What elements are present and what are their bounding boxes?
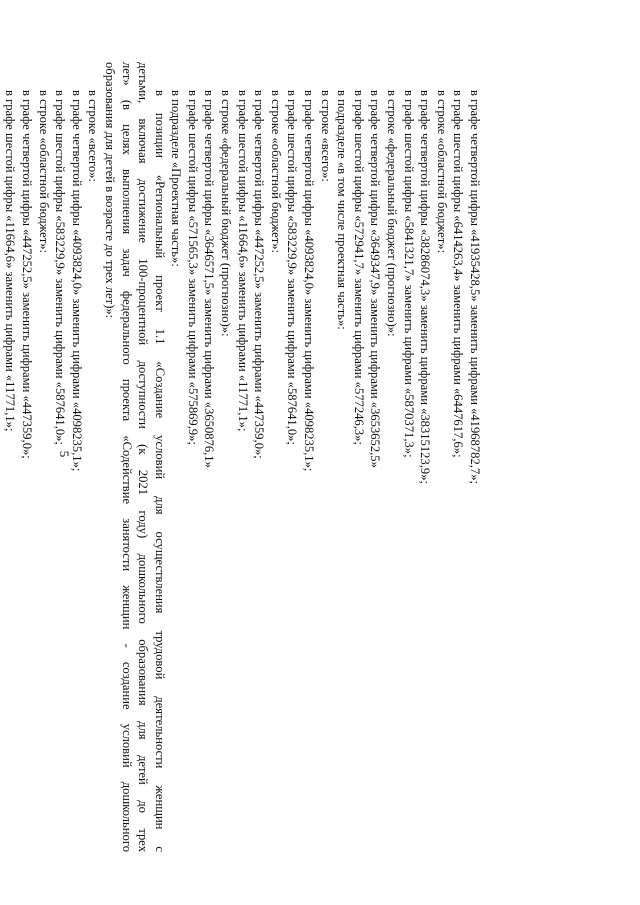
text-line: в графе шестой цифры «571565,3» заменить цифрами «575869,9»; xyxy=(185,90,200,445)
text-line: в графе четвертой цифры «447252,5» заменить цифрами «447359,0»; xyxy=(19,90,34,459)
text-line: в строке «федеральный бюджет (прогнозно)»: xyxy=(219,90,234,337)
text-line: в строке «всего»: xyxy=(86,90,101,182)
paragraph-line: лет» (в целях выполнения задач федерального проекта «Содействие занятости женщин - создание условий дошкольного xyxy=(119,62,134,852)
text-line: в строке «областной бюджет»: xyxy=(268,90,283,254)
text-line: в графе четвертой цифры «38286074,3» заменить цифрами «38315123,9»; xyxy=(418,90,433,484)
text-line: в подразделе «Проектная часть»: xyxy=(169,90,184,267)
text-line: в строке «федеральный бюджет (прогнозно)»: xyxy=(385,90,400,337)
text-line: в графе шестой цифры «5841321,7» заменить цифрами «5870371,3»; xyxy=(401,90,416,458)
paragraph-line: в позиции «Региональный проект 1.1 «Создание условий для осуществления трудовой деятельности женщин с xyxy=(152,90,167,852)
text-line: в графе четвертой цифры «3646571,5» заменить цифрами «3650876,1» xyxy=(202,90,217,468)
text-line: в графе шестой цифры «11664,6» заменить цифрами «11771,1»; xyxy=(235,90,250,432)
text-line: в графе шестой цифры «572941,7» заменить цифрами «577246,3»; xyxy=(351,90,366,445)
text-line: в графе четвертой цифры «41935428,5» заменить цифрами «41968782,7»; xyxy=(468,90,482,484)
text-line: в строке «всего»: xyxy=(318,90,333,182)
text-line: в графе четвертой цифры «3649347,9» заменить цифрами «3653652,5» xyxy=(368,90,383,468)
text-line: в строке «областной бюджет»: xyxy=(434,90,449,254)
text-line: в графе четвертой цифры «447252,5» заменить цифрами «447359,0»; xyxy=(252,90,267,459)
text-line: в подразделе «в том числе проектная часть»: xyxy=(335,90,350,330)
text-line: в строке «областной бюджет»: xyxy=(36,90,51,254)
paragraph-line: образования для детей в возрасте до трех лет)»: xyxy=(102,62,117,319)
text-line: в графе шестой цифры «6414263,4» заменить цифрами «6447617,6»; xyxy=(451,90,466,458)
paragraph-line: детьми, включая достижение 100-процентной доступности (к 2021 году) дошкольного образования для детей до трех xyxy=(136,62,151,852)
text-line: в графе шестой цифры «583229,9» заменить цифрами «587641,0»; xyxy=(285,90,300,445)
text-line: в графе шестой цифры «583229,9» заменить цифрами «587641,0»; xyxy=(53,90,68,445)
text-line: в графе четвертой цифры «4093824,0» заменить цифрами «4098235,1»; xyxy=(69,90,84,472)
document-text-block xyxy=(3,62,483,852)
page-number: 5 xyxy=(57,450,72,458)
text-line: в графе четвертой цифры «4093824,0» заменить цифрами «4098235,1»; xyxy=(302,90,317,472)
text-line: в графе шестой цифры «11664,6» заменить цифрами «11771,1»; xyxy=(3,90,18,432)
